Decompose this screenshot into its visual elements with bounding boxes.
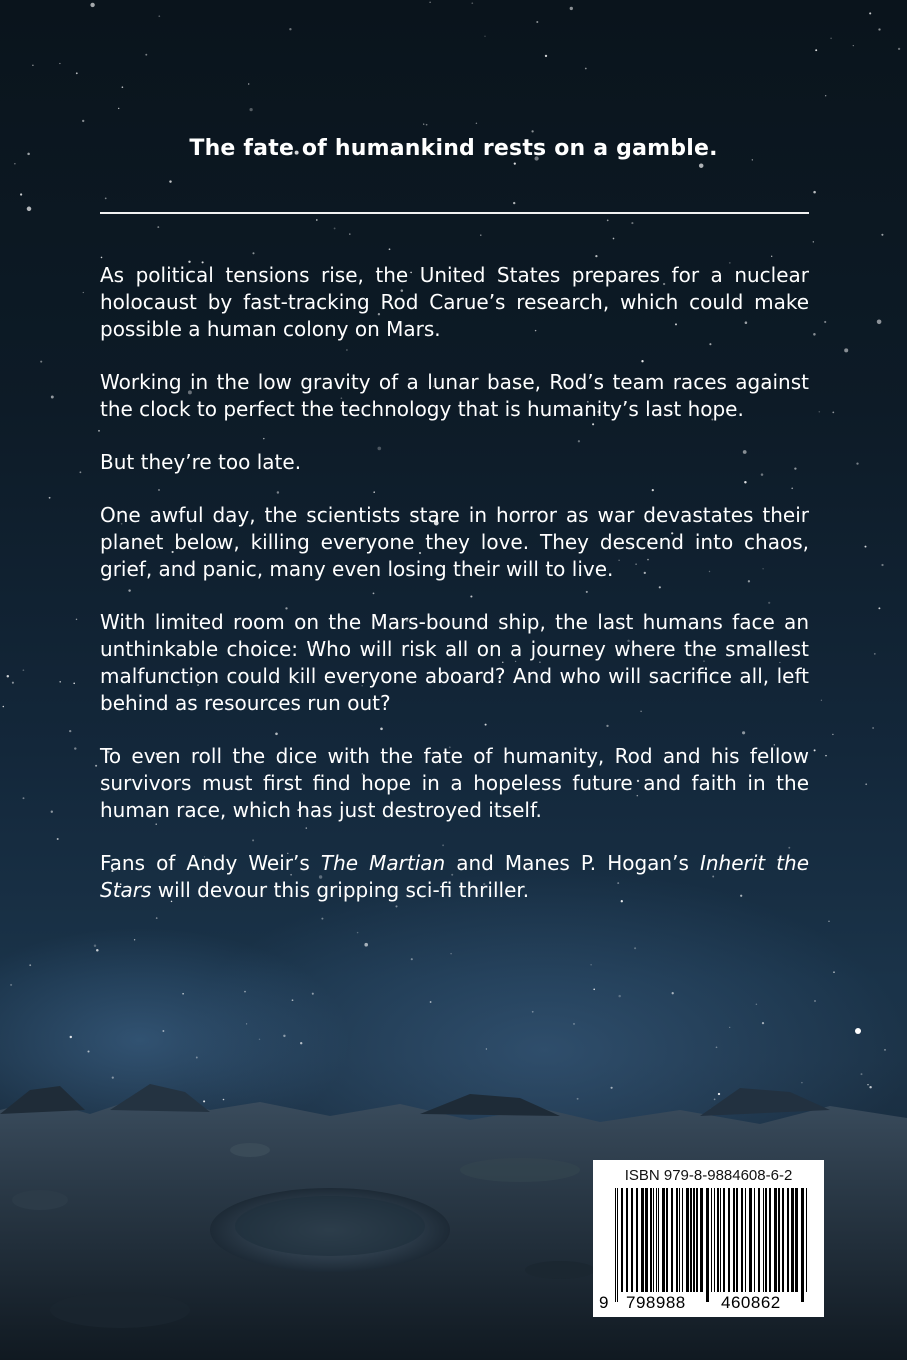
star — [865, 783, 867, 785]
star — [248, 83, 249, 84]
star — [83, 292, 84, 293]
star — [59, 63, 60, 64]
barcode-bar — [631, 1188, 633, 1292]
blurb-closing-paragraph — [100, 850, 809, 904]
barcode-bar — [693, 1188, 695, 1292]
star — [865, 546, 867, 548]
star — [76, 619, 77, 620]
barcode-bar — [723, 1188, 725, 1292]
star — [32, 65, 33, 66]
barcode-bar — [690, 1188, 692, 1292]
star — [536, 21, 538, 23]
star — [357, 932, 358, 933]
star — [585, 68, 587, 70]
barcode-bar — [645, 1188, 648, 1292]
star — [157, 226, 159, 228]
star — [429, 2, 430, 3]
barcode-bar — [733, 1188, 735, 1292]
blurb-paragraph-3: But they’re too late. — [100, 450, 302, 474]
bright-star — [855, 1028, 861, 1034]
barcode-bar — [720, 1188, 721, 1292]
star — [532, 1011, 534, 1013]
star — [14, 163, 15, 164]
barcode-bar — [765, 1188, 767, 1292]
star — [423, 123, 424, 124]
star — [844, 348, 848, 352]
barcode-bar — [769, 1188, 771, 1292]
barcode-bar — [763, 1188, 764, 1292]
star — [73, 683, 75, 685]
star — [334, 227, 336, 229]
star — [881, 234, 883, 236]
star — [10, 984, 12, 986]
book-title-inherit-the-stars: Inherit the Stars — [100, 851, 810, 902]
star — [169, 180, 171, 182]
barcode-bar — [774, 1188, 777, 1292]
barcode-bar — [706, 1188, 709, 1302]
star — [813, 333, 816, 336]
star — [20, 193, 22, 195]
star — [134, 939, 135, 940]
star — [672, 992, 674, 994]
barcode-bar — [806, 1188, 807, 1292]
star — [471, 2, 473, 4]
barcode-bar — [621, 1188, 623, 1292]
star — [878, 28, 880, 30]
star — [182, 993, 184, 995]
barcode-digit-lead: 9 — [599, 1293, 609, 1312]
star — [877, 320, 882, 325]
star — [27, 207, 32, 212]
star — [819, 411, 821, 413]
closing-text-3: will devour this gripping sci-fi thriller. — [151, 878, 530, 902]
star — [828, 921, 829, 922]
star — [90, 3, 94, 7]
star — [289, 28, 291, 30]
star — [825, 95, 826, 96]
star — [23, 669, 25, 671]
barcode-bar — [666, 1188, 668, 1292]
blurb-paragraph-5: With limited room on the Mars-bound ship, the last humans face an unthinkable choice: Who will risk all on a journey where the smallest malfunction could kill everyone aboard? And who will sacrifice all, left behind as resources run out? — [100, 610, 809, 715]
star — [51, 811, 53, 813]
barcode-digits-right: 460862 — [721, 1293, 781, 1312]
star — [869, 12, 871, 14]
star — [590, 964, 591, 965]
star — [312, 993, 314, 995]
star — [87, 1050, 89, 1052]
barcode-bar — [700, 1188, 703, 1292]
barcode-bar — [662, 1188, 665, 1292]
closing-text-1: Fans of Andy Weir’s — [100, 851, 321, 875]
blurb-paragraph-1: As political tensions rise, the United States prepares for a nuclear holocaust by fast-tracking Rod Carue’s research, which could make possible a human colony on Mars. — [100, 263, 809, 341]
headline: The fate of humankind rests on a gamble. — [189, 136, 718, 161]
barcode-digits-left: 798988 — [626, 1293, 686, 1312]
star — [411, 958, 413, 960]
star — [634, 947, 636, 949]
star — [486, 1048, 487, 1049]
star — [349, 233, 350, 234]
barcode-bar — [791, 1188, 794, 1292]
barcode-bar — [741, 1188, 743, 1292]
star — [364, 943, 368, 947]
blurb-paragraph-2: Working in the low gravity of a lunar base, Rod’s team races against the clock to perfect the technology that is humanity’s last hope. — [100, 370, 809, 421]
star — [118, 108, 119, 109]
star — [618, 995, 620, 997]
barcode-bar — [782, 1188, 784, 1292]
star — [57, 838, 59, 840]
barcode-bar — [615, 1188, 616, 1302]
star — [729, 1027, 730, 1028]
star — [450, 953, 452, 955]
barcode-bar — [728, 1188, 730, 1292]
star — [813, 241, 814, 242]
star — [815, 49, 817, 51]
barcode-bar — [714, 1188, 715, 1292]
star — [69, 730, 71, 732]
star — [96, 949, 99, 952]
star — [853, 45, 854, 46]
barcode-bar — [679, 1188, 680, 1292]
star — [40, 361, 42, 363]
star — [59, 681, 61, 683]
star — [762, 1022, 764, 1024]
star — [105, 198, 107, 200]
star — [122, 86, 124, 88]
star — [145, 54, 147, 56]
star — [283, 1035, 285, 1037]
star — [252, 252, 254, 254]
star — [833, 971, 835, 973]
star — [259, 1039, 260, 1040]
star — [101, 257, 103, 259]
star — [874, 653, 876, 655]
star — [832, 412, 834, 414]
barcode-bar — [656, 1188, 657, 1292]
barcode-bar — [745, 1188, 746, 1292]
barcode-bar — [711, 1188, 712, 1292]
star — [426, 124, 428, 126]
isbn-barcode — [593, 1160, 824, 1317]
star — [29, 964, 31, 966]
star — [82, 120, 84, 122]
star — [112, 1077, 114, 1079]
barcode-bar — [795, 1188, 798, 1292]
barcode-bar — [749, 1188, 752, 1292]
star — [881, 564, 883, 566]
star — [699, 163, 703, 167]
barcode-bar — [682, 1188, 683, 1292]
star — [76, 72, 78, 74]
star — [872, 727, 874, 729]
star — [898, 48, 900, 50]
star — [244, 991, 246, 993]
barcode-bar — [736, 1188, 738, 1292]
star — [756, 1004, 757, 1005]
star — [246, 1023, 247, 1024]
star — [79, 471, 81, 473]
star — [884, 1049, 886, 1051]
barcode-bar — [696, 1188, 698, 1292]
star — [570, 7, 573, 10]
star — [316, 219, 318, 221]
star — [70, 1036, 72, 1038]
divider-line — [100, 212, 809, 214]
star — [573, 1023, 575, 1025]
star — [514, 163, 516, 165]
star — [856, 462, 858, 464]
star — [861, 1073, 863, 1075]
star — [196, 1057, 198, 1059]
barcode-bar — [636, 1188, 638, 1292]
barcode-bar — [650, 1188, 652, 1292]
star — [824, 321, 826, 323]
barcode-bar — [787, 1188, 789, 1292]
star — [814, 749, 816, 751]
closing-text-2: and Manes P. Hogan’s — [445, 851, 700, 875]
barcode-bar — [686, 1188, 689, 1292]
barcode-bar — [676, 1188, 678, 1292]
star — [7, 675, 9, 677]
star — [23, 797, 25, 799]
star — [545, 55, 547, 57]
star — [593, 989, 595, 991]
star — [430, 1001, 432, 1003]
barcode-bar — [717, 1188, 719, 1292]
star — [389, 248, 391, 250]
barcode-bar — [671, 1188, 673, 1292]
star — [595, 255, 597, 257]
star — [771, 256, 772, 257]
star — [813, 191, 816, 194]
star — [12, 682, 14, 684]
star — [607, 220, 609, 222]
star — [484, 36, 485, 37]
barcode-bar — [758, 1188, 760, 1292]
star — [51, 396, 54, 399]
star — [825, 755, 827, 757]
star — [613, 238, 615, 240]
star — [249, 108, 252, 111]
star — [162, 1030, 164, 1032]
isbn-label: ISBN 979-8-9884608-6-2 — [624, 1167, 793, 1184]
star — [74, 747, 76, 749]
barcode-bar — [801, 1188, 804, 1302]
star — [95, 765, 97, 767]
barcode-bar — [641, 1188, 644, 1292]
star — [158, 15, 160, 17]
star — [94, 945, 96, 947]
barcode-bar — [754, 1188, 755, 1292]
barcode-bar — [653, 1188, 654, 1292]
star — [832, 734, 833, 735]
barcode-bar — [658, 1188, 659, 1292]
blurb-paragraph-4: One awful day, the scientists stare in horror as war devastates their planet below, killing everyone they love. They descend into chaos, grief, and panic, many even losing their will to live. — [100, 503, 809, 581]
star — [513, 202, 515, 204]
barcode-bar — [626, 1188, 628, 1292]
book-title-the-martian: The Martian — [320, 851, 446, 875]
star — [480, 234, 481, 235]
star — [878, 607, 880, 609]
star — [814, 1000, 816, 1002]
star — [830, 38, 832, 40]
star — [531, 130, 533, 132]
star — [300, 1042, 302, 1044]
star — [3, 706, 5, 708]
blurb-text — [100, 262, 809, 930]
star — [631, 222, 633, 224]
star — [716, 1046, 718, 1048]
star — [292, 999, 294, 1001]
blurb-paragraph-6: To even roll the dice with the fate of humanity, Rod and his fellow survivors must first find hope in a hopeless future and faith in the human race, which has just destroyed itself. — [100, 744, 809, 822]
star — [821, 700, 822, 701]
barcode-bar — [617, 1188, 618, 1302]
barcode-bar — [778, 1188, 780, 1292]
star — [476, 123, 477, 124]
star — [49, 497, 51, 499]
